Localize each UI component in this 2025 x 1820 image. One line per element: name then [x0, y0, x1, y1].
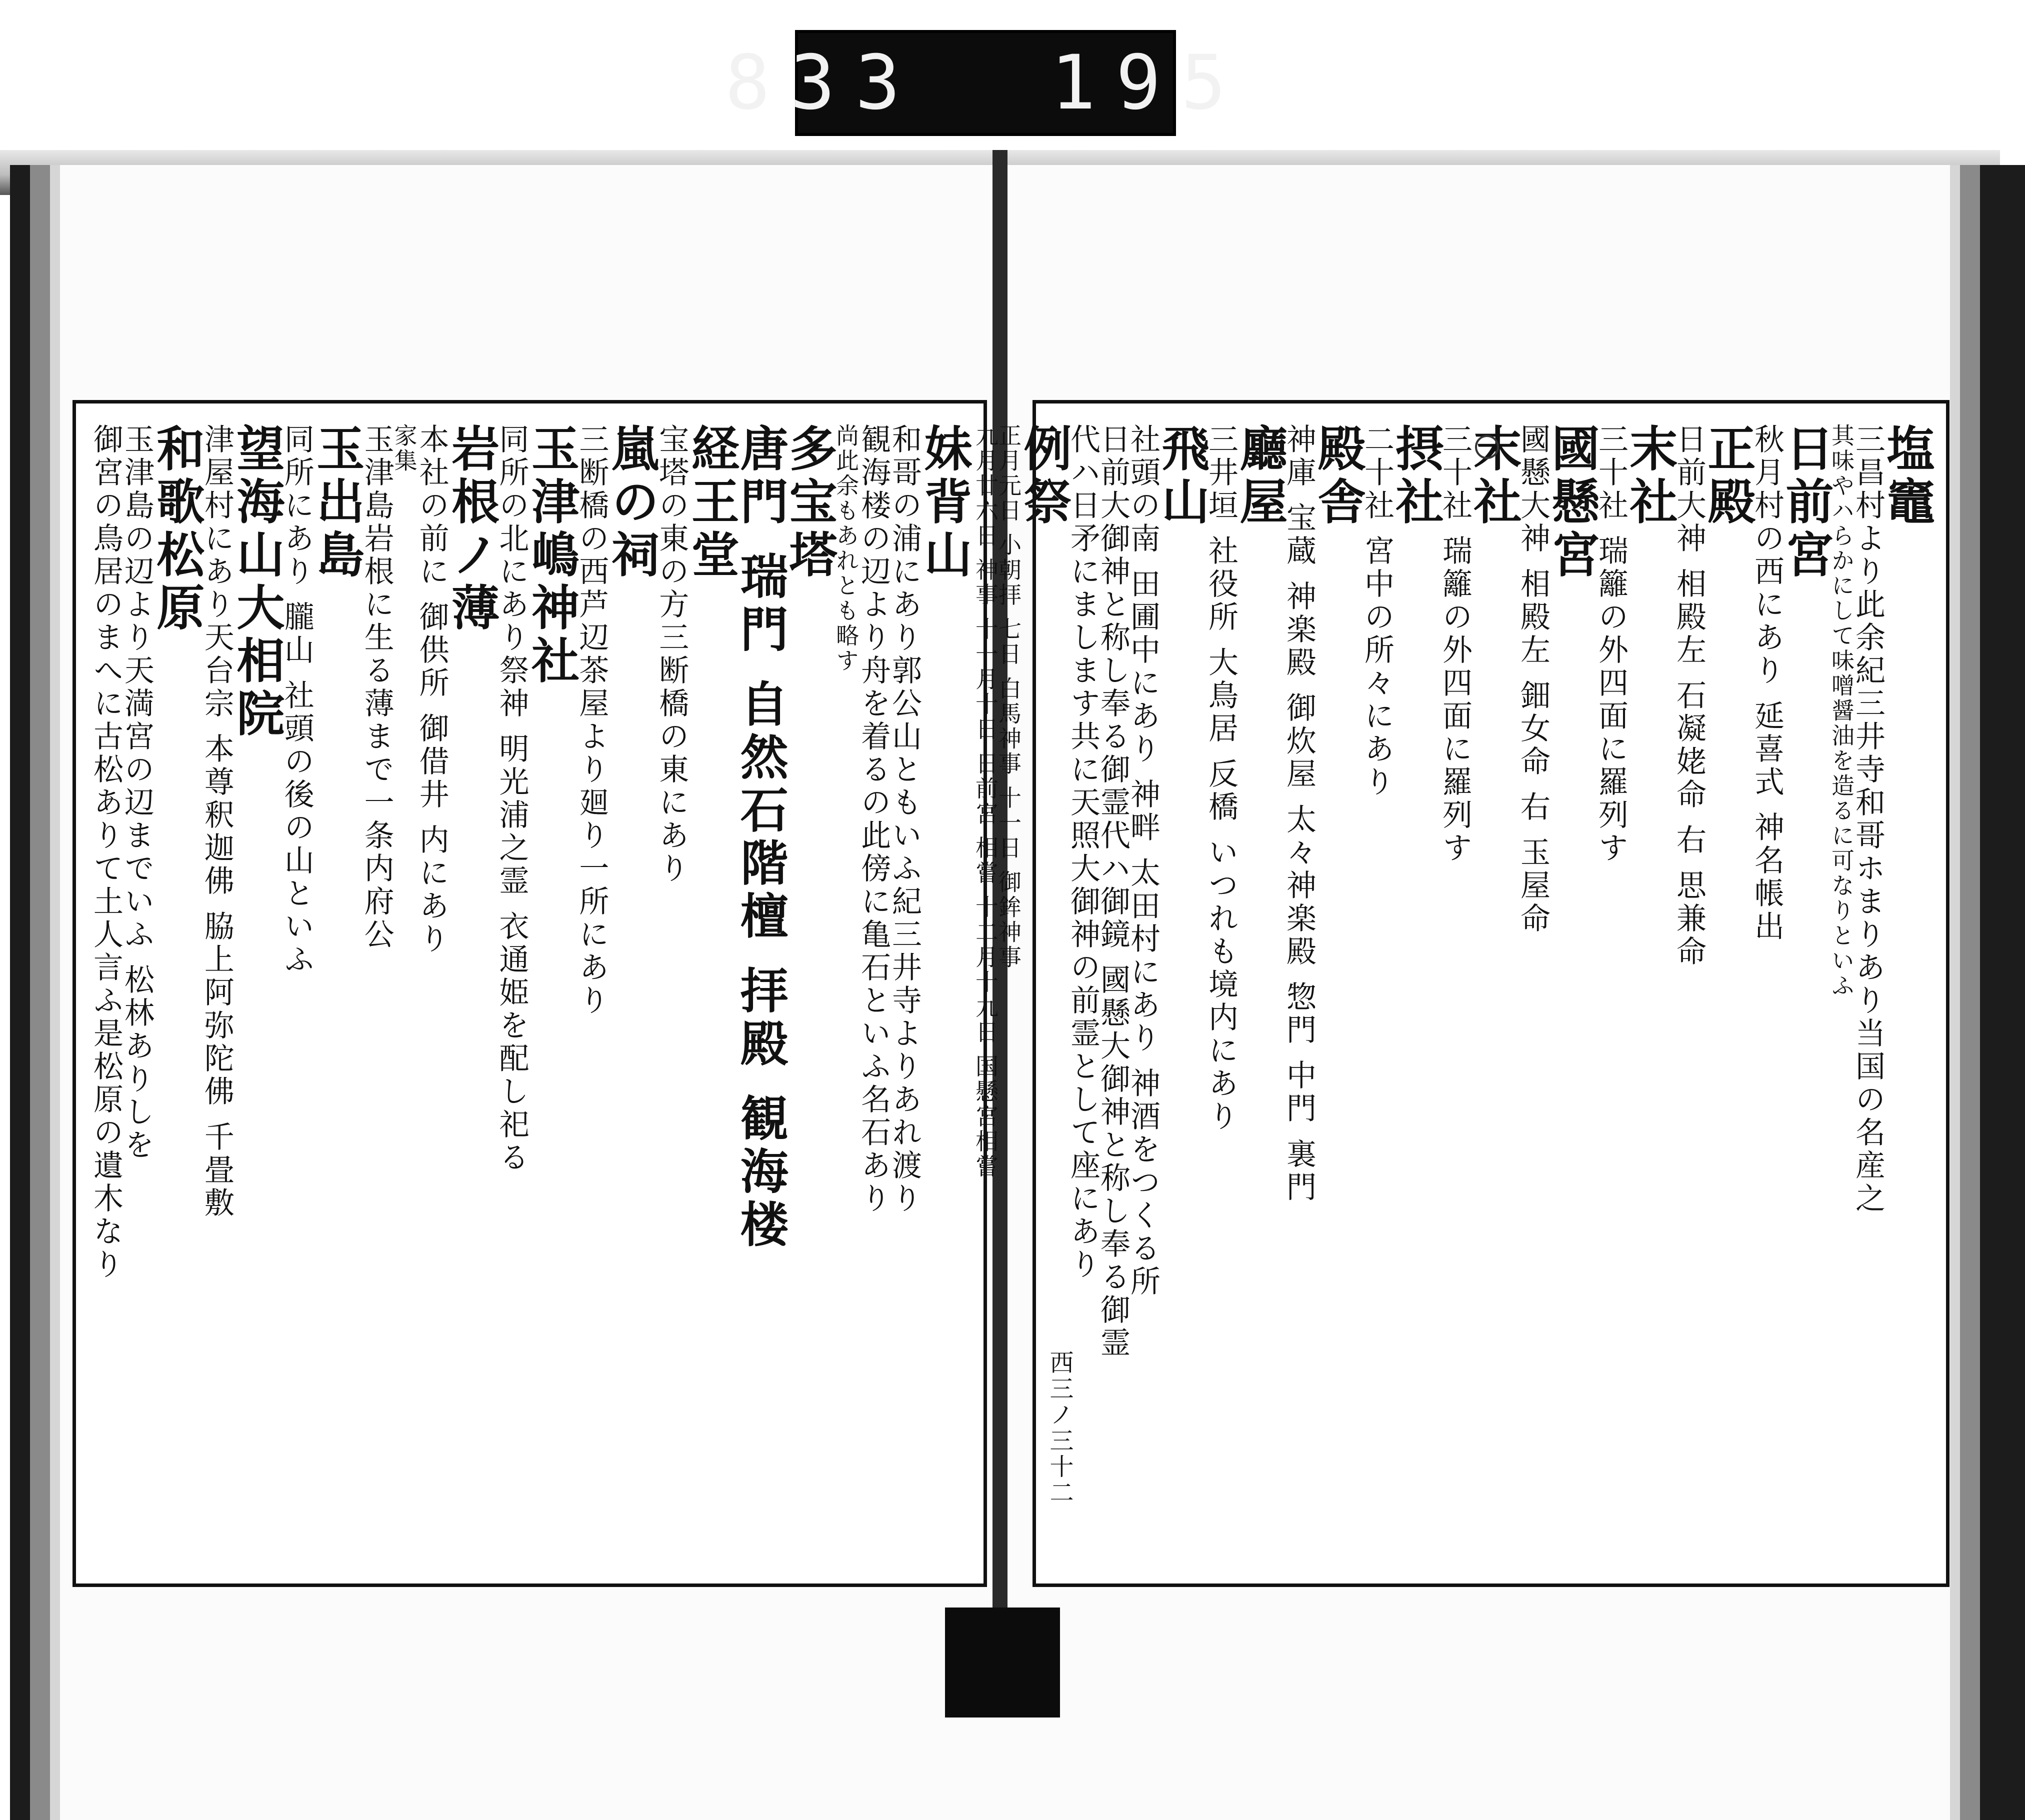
heading-column: 岩根ノ薄: [444, 424, 500, 636]
heading-column: 殿舎: [1310, 424, 1366, 530]
text-column: 國懸大神 相殿左 鈿女命 右 玉屋命: [1516, 424, 1550, 936]
heading-column: 妹背山: [916, 424, 973, 582]
text-column: 代ハ日矛にまします共に天照大御神の前霊として座にあり: [1066, 424, 1100, 1282]
text-column: 観海楼の辺より舟を着るの此傍に亀石といふ名石あり: [856, 424, 892, 1216]
heading-column: 末社: [1622, 424, 1678, 530]
heading-column: 正殿: [1700, 424, 1756, 530]
heading-column: 嵐の祠: [604, 424, 660, 582]
heading-column: 経王堂: [684, 424, 740, 582]
text-column: 正月元日 小朝拝 七日 白馬神事 十一日 御鉾神事: [995, 424, 1022, 970]
heading-column: 望海山大相院: [228, 424, 286, 742]
text-column: 宝塔の東の方三断橋の東にあり: [654, 424, 690, 886]
text-column: 玉津島岩根に生る薄まで一条内府公: [359, 424, 394, 952]
left-text-frame: [72, 400, 987, 1587]
text-column: 同所にあり 朧山 社頭の後の山といふ: [279, 424, 314, 977]
heading-column: 玉津嶋神社: [524, 424, 580, 688]
heading-column: 日前宮: [1778, 424, 1834, 582]
heading-column: 例祭: [1016, 424, 1072, 530]
heading-column: 和歌松原: [148, 424, 206, 636]
text-column: 本社の前に 御供所 御借井 内にあり: [414, 424, 450, 956]
bottom-binding-block: [945, 1608, 1060, 1718]
catalog-number: 833 195: [724, 40, 1246, 126]
text-column: 家集: [390, 424, 418, 474]
heading-column: 國懸宮: [1544, 424, 1600, 582]
heading-column: 摂社: [1388, 424, 1444, 530]
text-column: 和哥の浦にあり郭公山ともいふ紀三井寺よりあれ渡り: [887, 424, 922, 1216]
heading-column: 唐門 瑞門 自然石階檀 拝殿 観海楼: [732, 424, 790, 1252]
text-column: 尚此余もあれとも略す: [832, 424, 860, 674]
text-column: 津屋村にあり天台宗 本尊釈迦佛 脇上阿弥陀佛 千畳敷: [199, 424, 234, 1220]
folio-number: 西三ノ三十二: [1046, 1350, 1074, 1506]
text-column: 三断橋の西芦辺茶屋より廻り一所にあり: [574, 424, 610, 1018]
text-column: 其味やハらかにして味噌醤油を造るに可なりといふ: [1828, 424, 1855, 998]
heading-column: 塩竈: [1879, 424, 1936, 530]
text-column: 神庫 宝蔵 神楽殿 御炊屋 太々神楽殿 惣門 中門 裏門: [1282, 424, 1316, 1204]
text-column: 秋月村の西にあり 延喜式 神名帳出: [1750, 424, 1784, 944]
circle-mark-icon: [1475, 435, 1499, 459]
left-text-columns: [88, 424, 973, 1564]
text-column: 同所の北にあり祭神 明光浦之霊 衣通姫を配し祀る: [494, 424, 530, 1175]
heading-column: 末社: [1466, 424, 1522, 530]
text-column: 九月廿六日 神事 十一月十日 日前宮 相嘗 十二月十九日 国懸宮相嘗: [972, 424, 999, 1180]
text-column: 社頭の南 田圃中にあり 神畔 太田村にあり 神酒をつくる所: [1126, 424, 1160, 1299]
catalog-number-plate: [724, 30, 1246, 136]
right-text-columns: [972, 424, 1936, 1564]
text-column: 三昌村より此余紀三井寺和哥ホまりあり当国の名産之: [1850, 424, 1886, 1216]
text-column: 三井垣 社役所 大鳥居 反橋 いつれも境内にあり: [1204, 424, 1238, 1134]
text-column: 日前大神 相殿左 石凝姥命 右 思兼命: [1672, 424, 1706, 969]
right-text-frame: [972, 400, 1950, 1587]
text-column: 御宮の鳥居のまへに古松ありて土人言ふ是松原の遺木なり: [88, 424, 124, 1282]
heading-column: 多宝塔: [782, 424, 838, 582]
heading-column: 飛山: [1154, 424, 1210, 530]
text-column: 三十社 瑞籬の外四面に羅列す: [1438, 424, 1472, 866]
heading-column: 玉出島: [308, 424, 366, 582]
text-column: 玉津島の辺より天満宮の辺までいふ 松林ありしを: [119, 424, 154, 1162]
text-column: 二十社 宮中の所々にあり: [1360, 424, 1394, 800]
text-column: 日前大御神と称し奉る御霊代ハ御鏡 國懸大御神と称し奉る御霊: [1096, 424, 1130, 1360]
text-column: 三十社 瑞籬の外四面に羅列す: [1594, 424, 1628, 866]
heading-column: 廳屋: [1232, 424, 1288, 530]
